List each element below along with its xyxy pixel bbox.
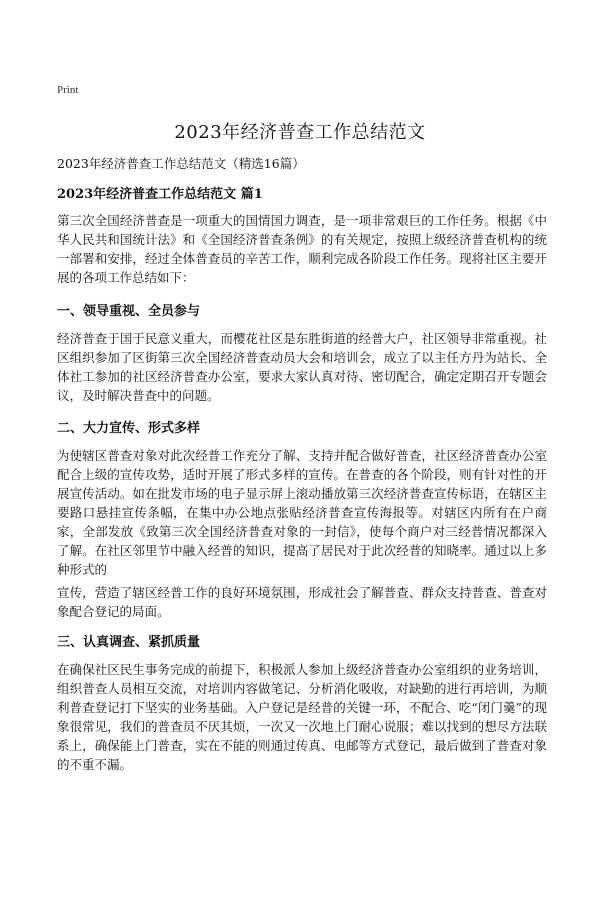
section-title: 2023年经济普查工作总结范文 篇1 (57, 187, 263, 202)
print-label: Print (57, 84, 79, 96)
paragraph-publicity-continued: 宣传，营造了辖区经普工作的良好环境氛围，形成社会了解普查、群众支持普查、普查对象配合登记的局面。 (57, 585, 547, 619)
paragraph-publicity: 为使辖区普查对象对此次经普工作充分了解、支持并配合做好普查，社区经济普查办公室配合上级的宣传攻势，适时开展了形式多样的宣传。在普查的各个阶段，则有针对性的开展宣传活动。如在批发市场的电子显示屏上滚动播放第三次经济普查宣传标语，在辖区主要路口悬挂宣传条幅，在集中办公地点张贴经济普查宣传海报等。对辖区内所有在户商家，全部发放《致第三次全国经济普查对象的一封信》，使每个商户对三经普情况都深入了解。在社区邻里节中融入经普的知识，提高了居民对于此次经普的知晓率。通过以上多种形式的 (57, 448, 547, 577)
paragraph-leadership: 经济普查于国于民意义重大，而樱花社区是东胜街道的经普大户，社区领导非常重视。社区组织参加了区街第三次全国经济普查动员大会和培训会，成立了以主任方丹为站长、全体社工参加的社区经济普查办公室，要求大家认真对待、密切配合，确定定期召开专题会议，及时解决普查中的问题。 (57, 331, 547, 403)
document-subtitle: 2023年经济普查工作总结范文（精选16篇） (57, 156, 305, 171)
heading-survey-quality: 三、认真调查、紧抓质量 (57, 635, 201, 650)
heading-publicity: 二、大力宣传、形式多样 (57, 421, 201, 436)
paragraph-survey-quality: 在确保社区民生事务完成的前提下，积极派人参加上级经济普查办公室组织的业务培训，组织普查人员相互交流，对培训内容做笔记、分析消化吸收，对缺勤的进行再培训，为顺利普查登记打下坚实的业务基础。入户登记是经普的关键一环，不配合、吃“闭门羹”的现象很常见，我们的普查员不厌其烦，一次又一次地上门耐心说服；难以找到的想尽方法联系上，确保能上门普查，实在不能的则通过传真、电邮等方式登记，最后做到了普查对象的不重不漏。 (57, 662, 547, 772)
heading-leadership: 一、领导重视、全员参与 (57, 304, 201, 319)
intro-paragraph: 第三次全国经济普查是一项重大的国情国力调查，是一项非常艰巨的工作任务。根据《中华人民共和国统计法》和《全国经济普查条例》的有关规定，按照上级经济普查机构的统一部署和安排，经过全体普查员的辛苦工作，顺利完成各阶段工作任务。现将社区主要开展的各项工作总结如下： (57, 213, 547, 285)
document-title: 2023年经济普查工作总结范文 (174, 122, 426, 143)
